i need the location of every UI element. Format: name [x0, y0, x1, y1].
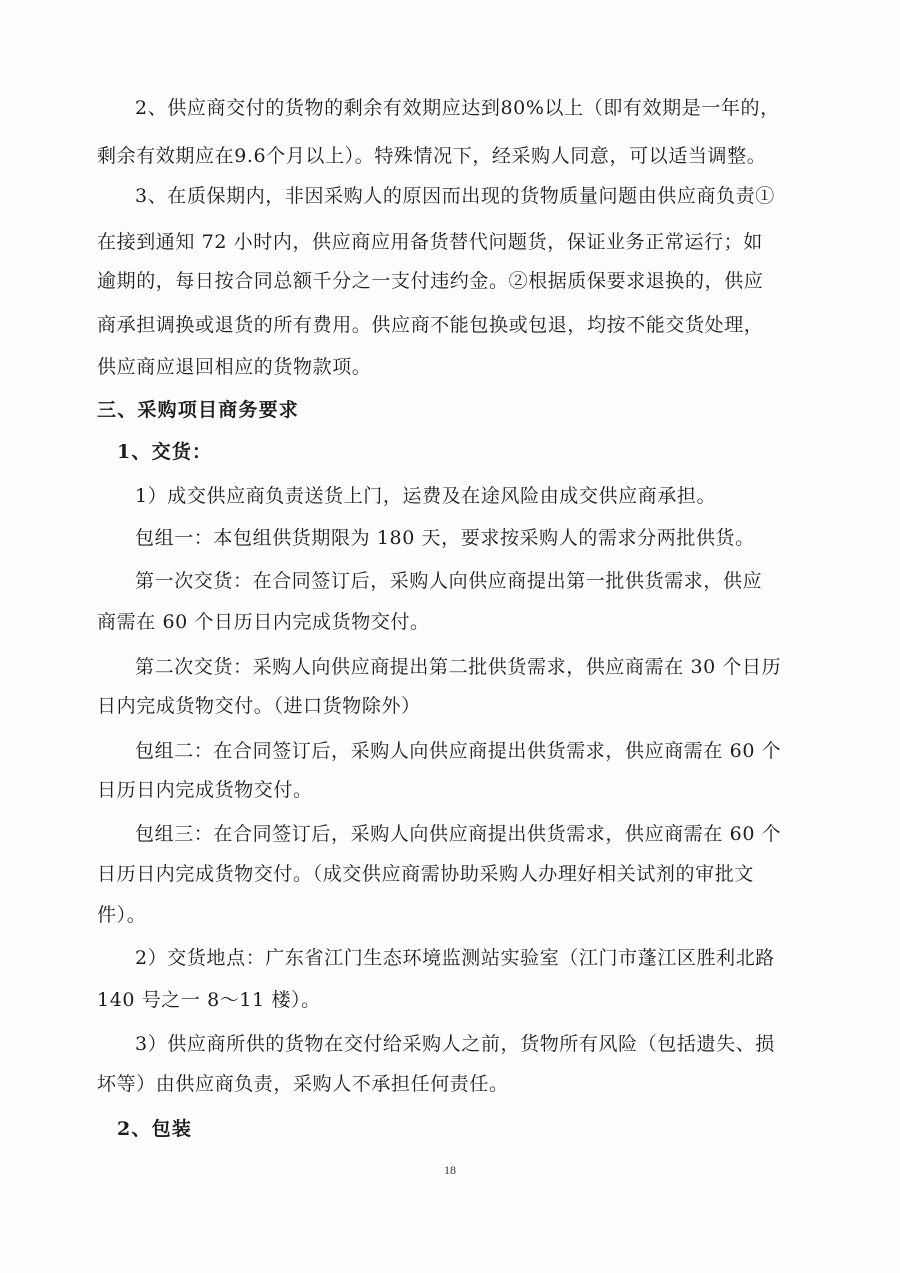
text-line: 2、供应商交付的货物的剩余有效期应达到80%以上（即有效期是一年的， [135, 97, 780, 119]
text-line: 包组三：在合同签订后，采购人向供应商提出供货需求，供应商需在 60 个 [135, 823, 782, 845]
text-line: 坏等）由供应商负责，采购人不承担任何责任。 [97, 1073, 509, 1095]
text-line: 在接到通知 72 小时内，供应商应用备货替代问题货，保证业务正常运行；如 [97, 231, 763, 253]
text-line: 件）。 [97, 904, 147, 926]
text-line: 剩余有效期应在9.6个月以上）。特殊情况下，经采购人同意，可以适当调整。 [97, 145, 767, 167]
text-line: 包组一：本包组供货期限为 180 天，要求按采购人的需求分两批供货。 [135, 527, 755, 549]
section-heading: 三、采购项目商务要求 [97, 399, 300, 421]
text-line: 逾期的，每日按合同总额千分之一支付违约金。②根据质保要求退换的，供应 [97, 270, 764, 292]
text-line: 140 号之一 8～11 楼）。 [97, 989, 321, 1011]
text-line: 第二次交货：采购人向供应商提出第二批供货需求，供应商需在 30 个日历 [135, 656, 782, 678]
text-line: 3）供应商所供的货物在交付给采购人之前，货物所有风险（包括遗失、损 [135, 1033, 775, 1055]
subsection-heading: 1、交货： [117, 441, 213, 463]
text-line: 1）成交供应商负责送货上门，运费及在途风险由成交供应商承担。 [135, 485, 717, 507]
subsection-heading: 2、包装 [117, 1118, 193, 1140]
text-line: 2）交货地点：广东省江门生态环境监测站实验室（江门市蓬江区胜利北路 [135, 947, 775, 969]
text-line: 3、在质保期内，非因采购人的原因而出现的货物质量问题由供应商负责① [135, 185, 775, 207]
text-line: 包组二：在合同签订后，采购人向供应商提出供货需求，供应商需在 60 个 [135, 740, 782, 762]
text-line: 商需在 60 个日历日内完成货物交付。 [97, 611, 430, 633]
text-line: 商承担调换或退货的所有费用。供应商不能包换或包退，均按不能交货处理， [97, 314, 764, 336]
text-line: 日历日内完成货物交付。 [97, 779, 313, 801]
text-line: 日内完成货物交付。（进口货物除外） [97, 695, 421, 717]
page-number: 18 [444, 1163, 456, 1177]
text-line: 供应商应退回相应的货物款项。 [97, 356, 372, 378]
text-line: 第一次交货：在合同签订后，采购人向供应商提出第一批供货需求，供应 [135, 570, 763, 592]
text-line: 日历日内完成货物交付。（成交供应商需协助采购人办理好相关试剂的审批文 [97, 863, 754, 885]
